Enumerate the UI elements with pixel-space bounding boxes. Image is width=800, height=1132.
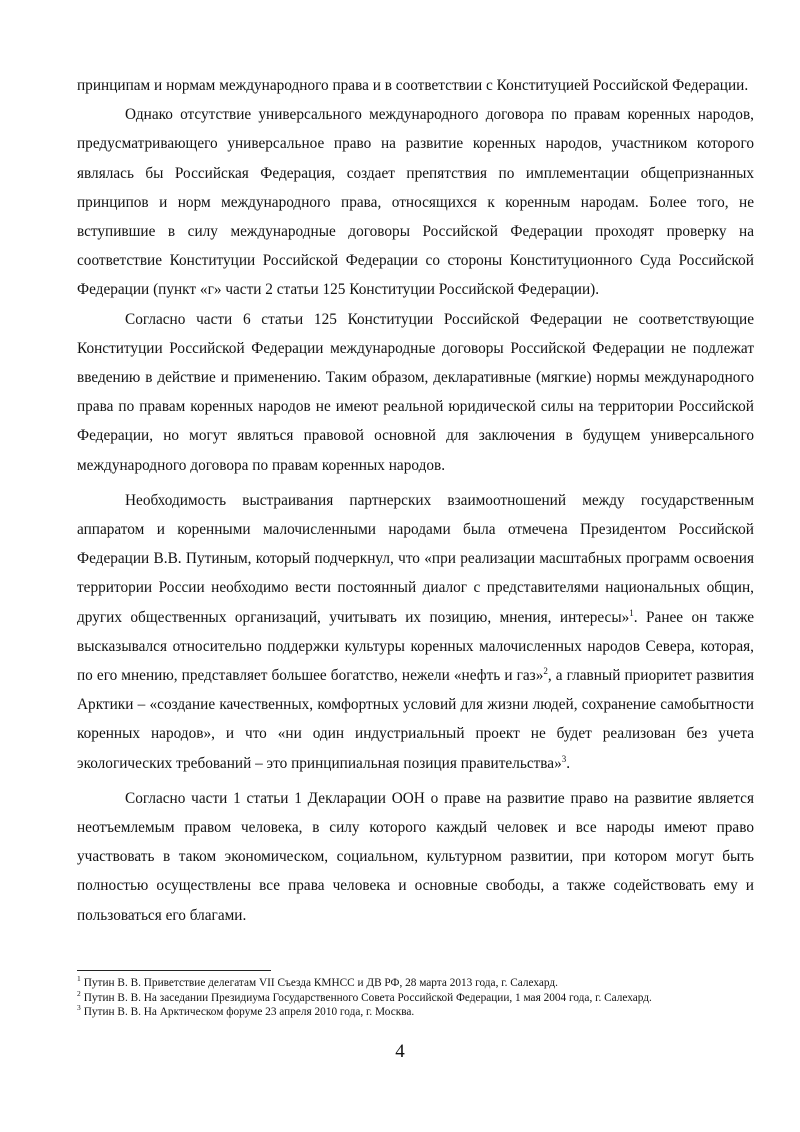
- footnote-text-2: Путин В. В. На заседании Президиума Государственного Совета Российской Федерации, 1 мая 2004 года, г. Салехард.: [83, 991, 652, 1004]
- paragraph-partnership-segment-4: .: [566, 754, 571, 772]
- footnote-reference-2[interactable]: 2: [543, 665, 548, 676]
- footnote-1: [77, 974, 754, 991]
- paragraph-universal-treaty: Однако отсутствие универсального международного договора по правам коренных народов, предусматривающего универсальное право на развитие коренных народов, участником которого являлась бы Российская Федерация, создает препятствия по имплементации общепризнанных принципов и норм международного права, относящихся к коренным народам. Более того, не вступившие в силу международные договоры Российской Федерации проходят проверку на соответствие Конституции Российской Федерации со стороны Конституционного Суда Российской Федерации (пункт «г» части 2 статьи 125 Конституции Российской Федерации).: [77, 106, 754, 299]
- paragraph-un-declaration: Согласно части 1 статьи 1 Декларации ООН о праве на развитие право на развитие является неотъемлемым правом человека, в силу которого каждый человек и все народы имеют право участвовать в таком экономическом, социальном, культурном развитии, при котором могут быть полностью осуществлены все права человека и основные свободы, а также содействовать ему и пользоваться его благами.: [77, 789, 754, 924]
- footnote-text-3: Путин В. В. На Арктическом форуме 23 апреля 2010 года, г. Москва.: [83, 1006, 415, 1019]
- paragraph-partnership-segment-1: Необходимость выстраивания партнерских взаимоотношений между государственным аппаратом и коренными малочисленными народами была отмечена Президентом Российской Федерации В.В. Путиным, который подчеркнул, что «при реализации масштабных программ освоения территории России необходимо вести постоянный диалог с представителями национальных общин, других общественных организаций, учитывать их позицию, мнения, интересы»: [77, 491, 754, 626]
- footnote-number-2: 2: [77, 988, 81, 998]
- footnotes: [77, 974, 754, 1021]
- paragraph-partnership-segment-3: , а главный приоритет развития Арктики – «создание качественных, комфортных условий для жизни людей, сохранение самобытности коренных народов», и что «ни один индустриальный проект не будет реализован без учета экологических требований – это принципиальная позиция правительства»: [77, 667, 754, 772]
- footnote-number-3: 3: [77, 1003, 81, 1013]
- page-number: 4: [395, 1041, 405, 1062]
- footnote-reference-3[interactable]: 3: [561, 753, 567, 764]
- paragraph-partnership-segment-2: . Ранее он также высказывался относительно поддержки культуры коренных малочисленных народов Севера, которая, по его мнению, представляет большее богатство, нежели «нефть и газ»: [77, 608, 754, 685]
- footnote-separator: [77, 970, 271, 971]
- footnote-2: [77, 988, 754, 1006]
- paragraph-continuation: принципам и нормам международного права и в соответствии с Конституцией Российской Федерации.: [77, 77, 749, 94]
- footnote-number-1: 1: [77, 974, 81, 984]
- body-text: [77, 71, 754, 930]
- footnote-text-1: Путин В. В. Приветствие делегатам VII Съезда КМНСС и ДВ РФ, 28 марта 2013 года, г. Салехард.: [83, 977, 558, 989]
- footnote-3: [77, 1003, 754, 1020]
- paragraph-constitution-article-125: Согласно части 6 статьи 125 Конституции Российской Федерации не соответствующие Конституции Российской Федерации международные договоры Российской Федерации не подлежат введению в действие и применению. Таким образом, декларативные (мягкие) нормы международного права по правам коренных народов не имеют реальной юридической силы на территории Российской Федерации, но могут являться правовой основной для заключения в будущем универсального международного договора по правам коренных народов.: [77, 310, 754, 474]
- paragraph-partnership: [77, 486, 754, 778]
- footnote-reference-1[interactable]: 1: [629, 607, 634, 618]
